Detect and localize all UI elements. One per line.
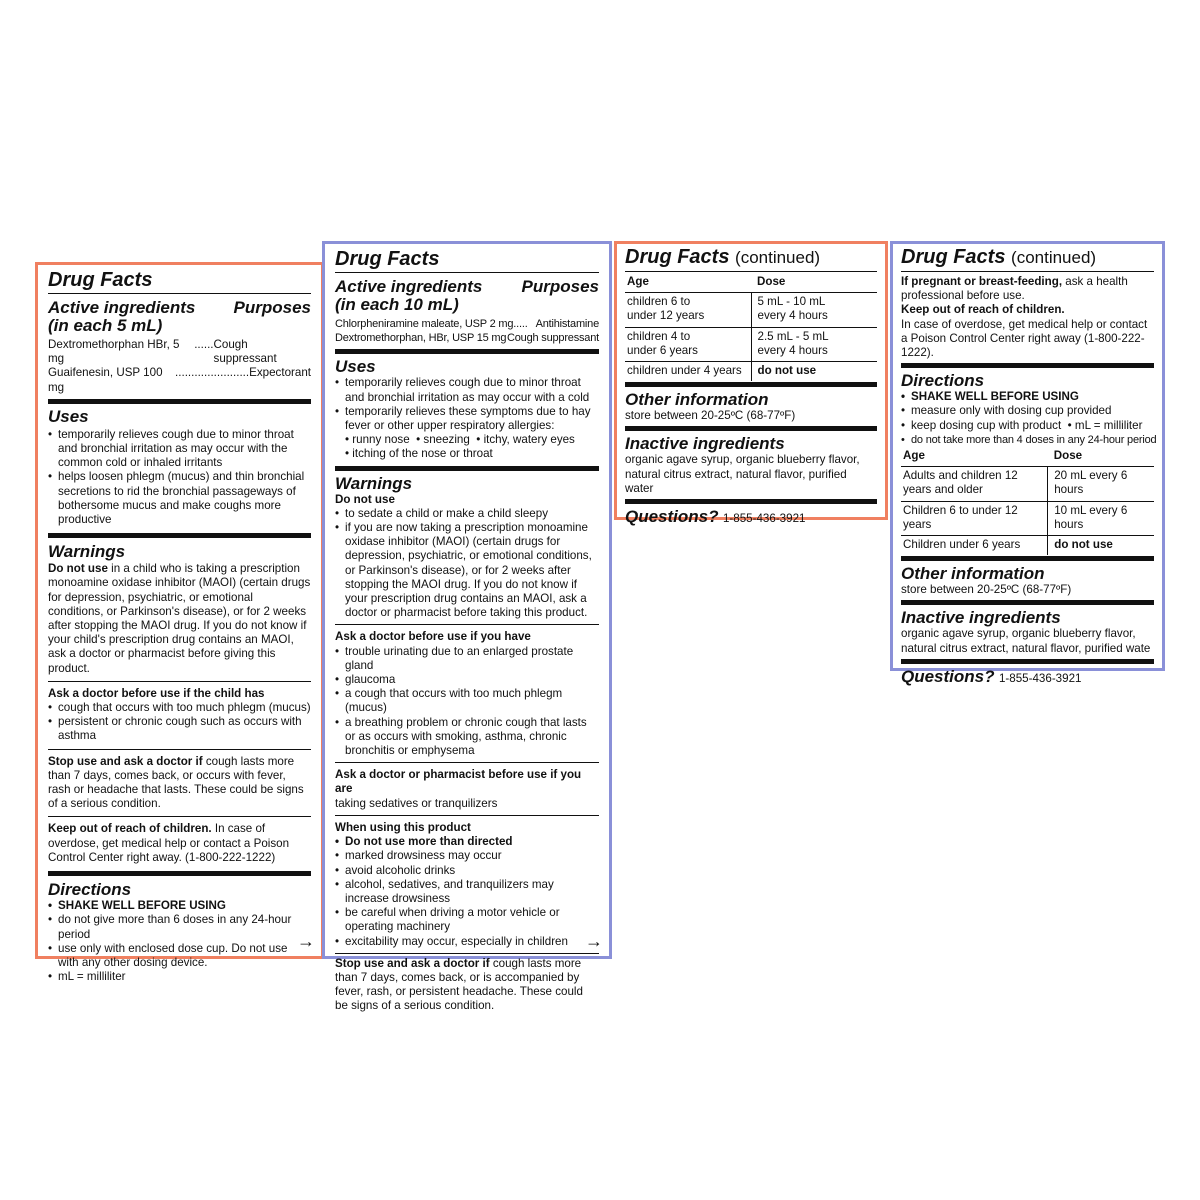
keep-out-text: In case of overdose, get medical help or contact a Poison Control Center right away (1-800-222-1222). [901, 317, 1148, 360]
continue-arrow-icon: → [297, 931, 315, 951]
list-item: • temporarily relieves these symptoms due to hay fever or other upper respiratory allergies: [335, 405, 599, 433]
dosage-table [901, 447, 1154, 555]
list-item: • do not take more than 4 doses in any 24-hour period [901, 433, 1154, 447]
list-item: • use only with enclosed dose cup. Do not use with any other dosing device. [48, 942, 311, 970]
list-item: • temporarily relieves cough due to minor throat and bronchial irritation as may occur with a cold [335, 376, 599, 404]
drug-facts-panel-4 [890, 241, 1165, 686]
list-item: • avoid alcoholic drinks [335, 864, 599, 878]
table-row: Children under 6 years do not use [901, 536, 1154, 556]
list-item: • excitability may occur, especially in children [335, 935, 599, 949]
list-item: • measure only with dosing cup provided [901, 404, 1154, 418]
other-information-text: store between 20-25ºC (68-77ºF) [625, 409, 796, 423]
symptoms-row: • itching of the nose or throat [345, 447, 493, 461]
symptoms-list [335, 433, 599, 461]
table-row: Children 6 to under 12 years 10 mL every 6 hours [901, 501, 1154, 535]
dose-column-header: Dose [1053, 449, 1083, 463]
warnings-heading: Warnings [48, 542, 126, 562]
list-item: • SHAKE WELL BEFORE USING [48, 899, 311, 913]
list-item: • be careful when driving a motor vehicle or operating machinery [335, 906, 599, 934]
directions-list [901, 390, 1157, 447]
inactive-ingredients-heading: Inactive ingredients [625, 434, 785, 454]
list-item: • trouble urinating due to an enlarged prostate gland [335, 645, 599, 673]
ingredient-row: Dextromethorphan HBr, 5 mg ...... Cough suppressant [48, 338, 277, 366]
table-header-row [625, 273, 877, 293]
ingredient-row: Chlorpheniramine maleate, USP 2 mg ..... Antihistamine [335, 318, 599, 330]
list-item: • a breathing problem or chronic cough that lasts or as occurs with smoking, asthma, chronic bronchitis or emphysema [335, 716, 599, 759]
table-row: children 6 to under 12 years 5 mL - 10 mL every 4 hours [625, 293, 877, 327]
active-ingredients-heading: Active ingredients [48, 298, 196, 317]
list-item: • marked drowsiness may occur [335, 849, 599, 863]
other-information-text: store between 20-25ºC (68-77ºF) [901, 583, 1072, 597]
list-item: • Do not use more than directed [335, 835, 599, 849]
stop-use-paragraph: Stop use and ask a doctor if cough lasts more than 7 days, comes back, or is accompanied by fever, rash, or persistent headache. These could be signs of a serious condition. [335, 956, 583, 1013]
list-item: • helps loosen phlegm (mucus) and thin bronchial secretions to rid the bronchial passageways of bothersome mucus and make coughs more productive [48, 470, 311, 527]
phone-number: 1-855-436-3921 [998, 671, 1082, 685]
drug-facts-panel-2 [322, 241, 612, 1013]
panel-2-title: Drug Facts [335, 248, 440, 270]
uses-heading: Uses [335, 357, 376, 377]
drug-facts-panel-3 [614, 241, 888, 527]
do-not-use-list [335, 507, 599, 621]
dose-column-header: Dose [757, 275, 786, 288]
ask-doctor-list [48, 701, 311, 744]
ask-doctor-heading: Ask a doctor before use if you have [335, 630, 531, 644]
warnings-heading: Warnings [335, 473, 413, 493]
panel-1-title: Drug Facts [48, 269, 153, 291]
drug-facts-panel-1 [35, 262, 324, 984]
active-ingredients-subheading: (in each 10 mL) [335, 295, 459, 314]
list-item: • SHAKE WELL BEFORE USING [901, 390, 1154, 404]
list-item: • alcohol, sedatives, and tranquilizers may increase drowsiness [335, 878, 599, 906]
when-using-list [335, 835, 599, 949]
dosage-table [625, 273, 877, 381]
ask-pharmacist-text: taking sedatives or tranquilizers [335, 796, 498, 810]
questions-line: Questions? 1-855-436-3921 [625, 507, 806, 527]
list-item: • to sedate a child or make a child sleepy [335, 507, 599, 521]
table-row: children under 4 years do not use [625, 362, 877, 382]
table-header-row [901, 447, 1154, 467]
pregnant-paragraph: If pregnant or breast-feeding, ask a health professional before use. [901, 275, 1128, 303]
list-item: • cough that occurs with too much phlegm (mucus) [48, 701, 311, 715]
directions-heading: Directions [48, 880, 132, 900]
keep-out-paragraph: Keep out of reach of children. In case of overdose, get medical help or contact a Poison Control Center right away. (1-800-222-1222) [48, 822, 290, 864]
ingredients-list [48, 338, 311, 395]
uses-list [48, 428, 311, 527]
other-information-heading: Other information [625, 390, 769, 410]
ask-pharmacist-heading: Ask a doctor or pharmacist before use if you are [335, 768, 582, 796]
list-item: • persistent or chronic cough such as occurs with asthma [48, 715, 311, 743]
when-using-heading: When using this product [335, 820, 471, 834]
do-not-use-paragraph: Do not use in a child who is taking a prescription monoamine oxidase inhibitor (MAOI) (certain drugs for depression, psychiatric, or emotional conditions, or Parkinson's disease), or for 2 weeks after stopping the MAOI drug. If you do not know if your child's prescription drug contains an MAOI, ask a doctor or pharmacist before giving this product. [48, 562, 311, 675]
ask-doctor-list [335, 645, 599, 759]
do-not-use-heading: Do not use [335, 492, 395, 506]
list-item: • a cough that occurs with too much phlegm (mucus) [335, 687, 599, 715]
panel-4-title: Drug Facts (continued) [901, 246, 1097, 268]
list-item: • do not give more than 6 doses in any 24-hour period [48, 913, 311, 941]
continue-arrow-icon: → [585, 931, 603, 951]
list-item: • temporarily relieves cough due to minor throat and bronchial irritation as may occur with the common cold or inhaled irritants [48, 428, 311, 471]
ask-doctor-heading: Ask a doctor before use if the child has [48, 686, 265, 700]
ingredient-row: Dextromethorphan, HBr, USP 15 mg Cough suppressant [335, 332, 599, 345]
inactive-ingredients-text: organic agave syrup, organic blueberry flavor, natural citrus extract, natural flavor, purified water [625, 453, 860, 495]
ingredients-list [335, 317, 599, 345]
phone-number: 1-855-436-3921 [722, 512, 806, 526]
symptoms-row: • runny nose • sneezing • itchy, watery eyes [345, 433, 575, 447]
stop-use-paragraph: Stop use and ask a doctor if cough lasts more than 7 days, comes back, or occurs with fever, rash or headache that lasts. These could be signs of a serious condition. [48, 754, 304, 811]
uses-list [335, 376, 599, 433]
list-item: • mL = milliliter [48, 970, 311, 984]
list-item: • if you are now taking a prescription monoamine oxidase inhibitor (MAOI) (certain drugs for depression, psychiatric, or emotional conditions, or Parkinson's disease), or for 2 weeks after stopping the MAOI drug. If you do not know if your prescription drug contains an MAOI, ask a doctor or pharmacist before taking this product. [335, 521, 599, 620]
list-item: • keep dosing cup with product • mL = milliliter [901, 419, 1154, 433]
age-column-header: Age [903, 449, 925, 463]
questions-line: Questions? 1-855-436-3921 [901, 666, 1082, 686]
active-ingredients-heading: Active ingredients [335, 277, 483, 296]
directions-list [48, 899, 311, 984]
active-ingredients-subheading: (in each 5 mL) [48, 316, 163, 335]
other-information-heading: Other information [901, 564, 1045, 584]
table-row: Adults and children 12 years and older 20 mL every 6 hours [901, 467, 1154, 501]
directions-heading: Directions [901, 371, 985, 391]
purposes-heading: Purposes [233, 298, 311, 317]
uses-heading: Uses [48, 406, 89, 426]
purposes-heading: Purposes [521, 277, 599, 296]
keep-out-heading: Keep out of reach of children. [901, 303, 1065, 317]
list-item: • glaucoma [335, 673, 599, 687]
inactive-ingredients-text: organic agave syrup, organic blueberry flavor, natural citrus extract, natural flavor, purified wate [901, 627, 1151, 655]
ingredient-row: Guaifenesin, USP 100 mg ....................... Expectorant [48, 366, 311, 394]
age-column-header: Age [627, 275, 649, 288]
panel-3-title: Drug Facts (continued) [625, 246, 821, 268]
table-row: children 4 to under 6 years 2.5 mL - 5 mL every 4 hours [625, 327, 877, 361]
inactive-ingredients-heading: Inactive ingredients [901, 608, 1061, 628]
